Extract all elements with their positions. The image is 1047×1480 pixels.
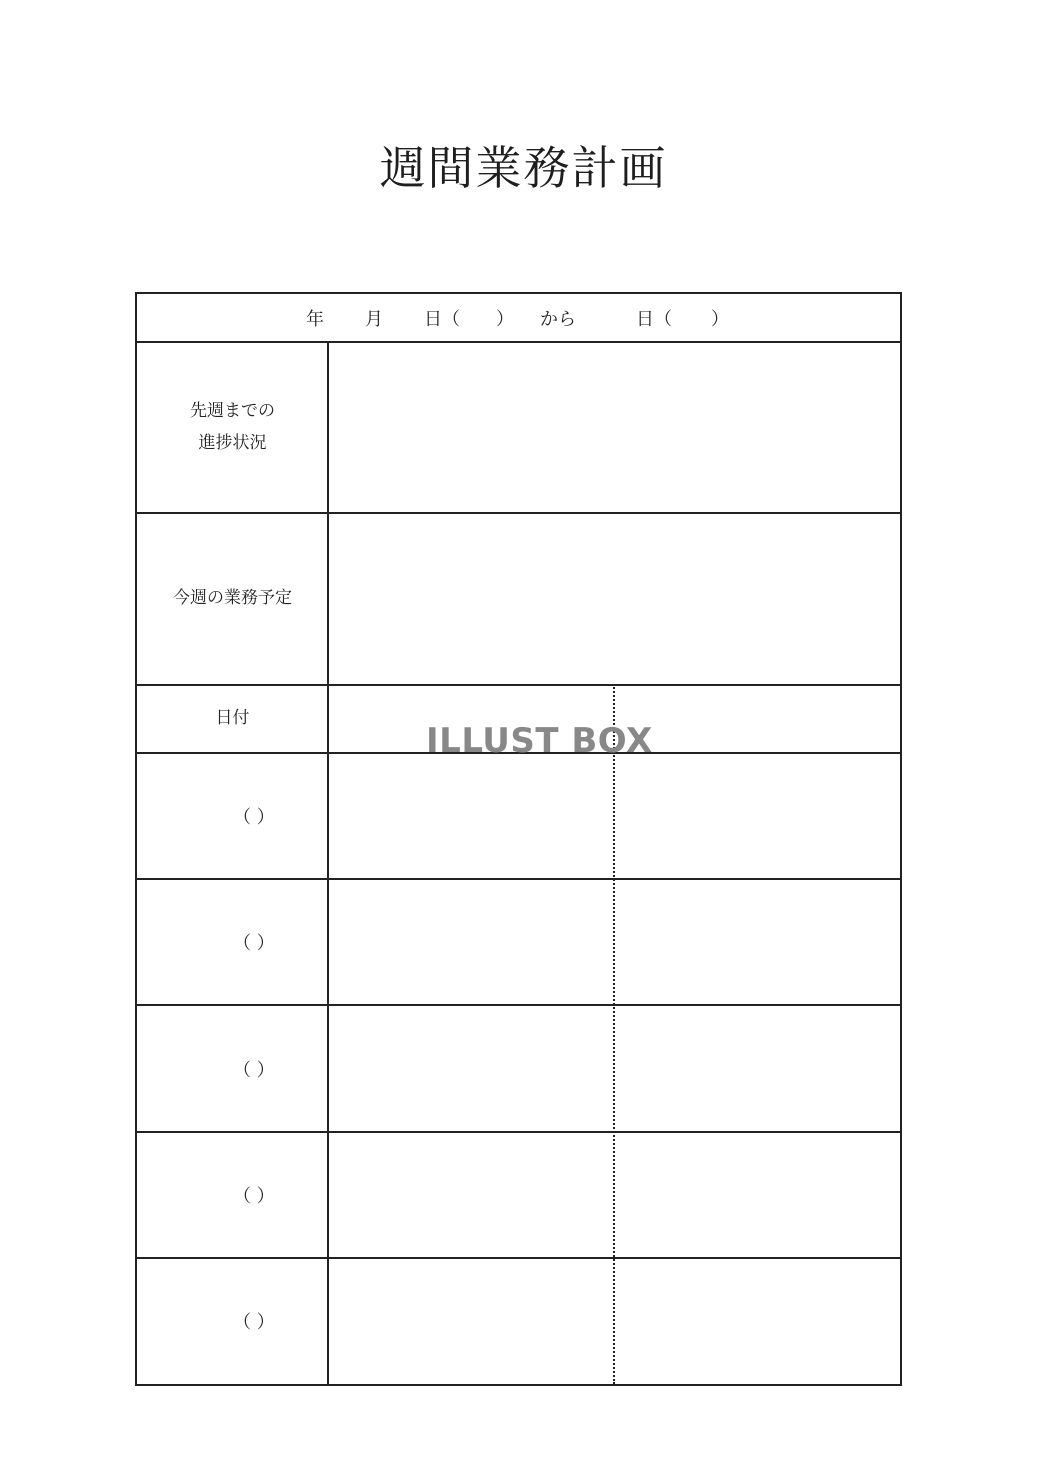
row-divider [135,878,902,880]
row-divider [135,684,902,686]
weekday-placeholder-1: （ ） [233,807,275,828]
page-title: 週間業務計画 [379,141,668,195]
row-divider [135,1257,902,1259]
start-day-label: 日（ [424,309,460,330]
year-label: 年 [306,309,324,330]
table-border-top [135,292,902,294]
row-divider [135,1131,902,1133]
weekday-placeholder-4: （ ） [233,1186,275,1207]
row-divider [135,512,902,514]
weekday-placeholder-3: （ ） [233,1060,275,1081]
month-label: 月 [365,309,383,330]
plan-label: 今週の業務予定 [173,588,292,608]
table-border-right [900,292,902,1386]
end-day-close: ） [711,309,729,330]
label-column-divider [327,341,329,1386]
progress-label-line1: 先週までの [190,401,275,421]
row-divider [135,1004,902,1006]
from-label: から [540,309,576,330]
end-day-label: 日（ [636,309,672,330]
weekday-placeholder-5: （ ） [233,1312,275,1333]
progress-label-line2: 進捗状況 [198,433,267,453]
watermark: ILLUST BOX [426,721,653,761]
progress-label [137,395,328,459]
date-label: 日付 [215,708,250,728]
row-divider [135,341,902,343]
start-day-close: ） [496,309,514,330]
dotted-column-divider [613,684,615,1384]
table-border-bottom [135,1384,902,1386]
weekday-placeholder-2: （ ） [233,933,275,954]
